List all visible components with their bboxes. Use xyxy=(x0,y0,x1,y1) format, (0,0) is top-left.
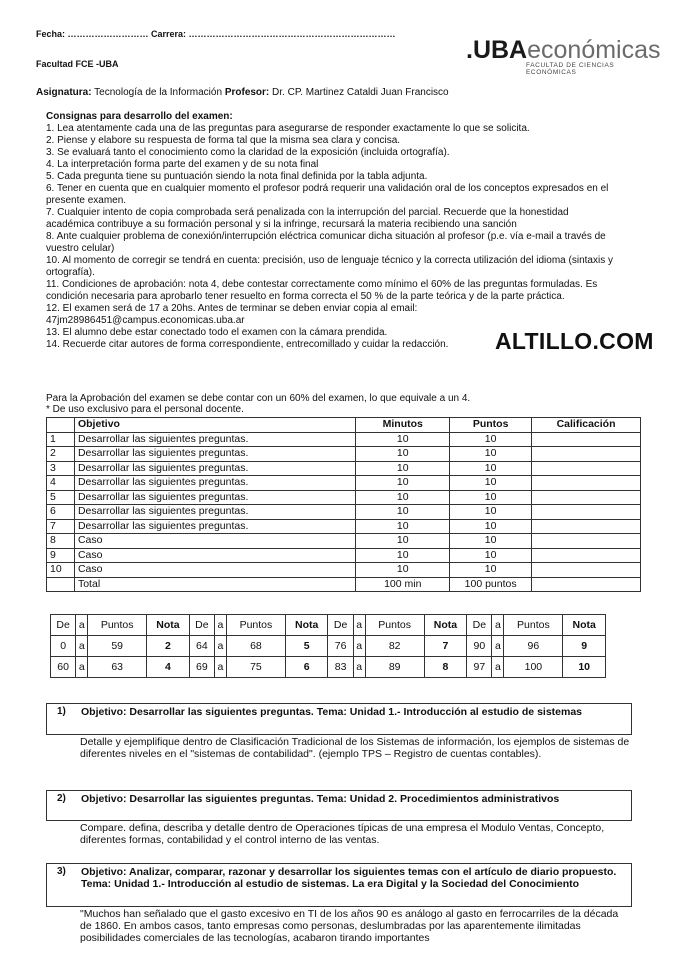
consigna-item: 13. El alumno debe estar conectado todo el examen con la cámara prendida. xyxy=(46,327,388,338)
table-row xyxy=(47,432,641,447)
facultad-label: Facultad FCE -UBA xyxy=(36,59,119,69)
consigna-item: 5. Cada pregunta tiene su puntuación siendo la nota final definida por la tabla adjunta. xyxy=(46,171,428,182)
grading-header: Puntos xyxy=(504,615,563,636)
grading-cell: 97 xyxy=(467,657,492,678)
consigna-item: 7. Cualquier intento de copia comprobada será penalizada con la interrupción del parcial. Recuerde que la honestidad académica contribuye a su formación personal y si la infringe, recursará la materia recibiendo una sanción xyxy=(46,207,569,230)
grading-cell: 64 xyxy=(189,636,214,657)
table-cell: 10 xyxy=(356,476,450,491)
table-cell: 10 xyxy=(450,447,532,462)
profesor-value: Dr. CP. Martinez Cataldi Juan Francisco xyxy=(272,87,449,98)
table-header: Minutos xyxy=(356,418,450,433)
table-cell xyxy=(532,577,641,592)
grading-header: De xyxy=(328,615,353,636)
table-cell xyxy=(532,490,641,505)
table-cell: 10 xyxy=(356,519,450,534)
grading-row xyxy=(51,657,606,678)
table-cell: 10 xyxy=(450,476,532,491)
question-1-body: Detalle y ejemplifique dentro de Clasificación Tradicional de los Sistemas de información, los ejemplos de sistemas de diferentes niveles en el "sistemas de contabilidad". (ejemplo TPS – Registro de cuentas contables). xyxy=(80,736,630,760)
table-cell xyxy=(532,548,641,563)
grading-cell: a xyxy=(353,636,365,657)
grading-cell: 82 xyxy=(365,636,424,657)
table-cell xyxy=(532,476,641,491)
table-cell: 10 xyxy=(356,447,450,462)
table-cell: 4 xyxy=(47,476,75,491)
grading-header: Nota xyxy=(285,615,328,636)
grading-cell: 59 xyxy=(88,636,147,657)
question-number: 1) xyxy=(57,706,66,717)
table-cell: 6 xyxy=(47,505,75,520)
table-cell: Desarrollar las siguientes preguntas. xyxy=(74,476,355,491)
grading-row xyxy=(51,636,606,657)
table-cell: 10 xyxy=(356,505,450,520)
grading-cell: 9 xyxy=(563,636,606,657)
grading-table xyxy=(50,614,606,678)
table-cell xyxy=(532,432,641,447)
table-row xyxy=(47,476,641,491)
table-cell: 8 xyxy=(47,534,75,549)
grading-header: De xyxy=(51,615,76,636)
consigna-item: 1. Lea atentamente cada una de las preguntas para asegurarse de responder exactamente lo que se solicita. xyxy=(46,123,530,134)
consigna-item: 14. Recuerde citar autores de forma correspondiente, entrecomillado y cuidar la redacción. xyxy=(46,339,449,350)
question-title: Objetivo: Desarrollar las siguientes preguntas. Tema: Unidad 2. Procedimientos administrativos xyxy=(81,793,560,805)
grading-header: Nota xyxy=(147,615,190,636)
grading-cell: 0 xyxy=(51,636,76,657)
grading-cell: 83 xyxy=(328,657,353,678)
asignatura-value: Tecnología de la Información xyxy=(94,87,223,98)
table-cell: Caso xyxy=(74,548,355,563)
table-cell: Caso xyxy=(74,534,355,549)
question-3-body: "Muchos han señalado que el gasto excesivo en TI de los años 90 es análogo al gasto en ferrocarriles de la década de 1860. En ambos casos, tanto empresas como personas, deslumbradas por las aparentemente ilimitadas posibilidades comerciales de las tecnologías, acabaron tirando importantes xyxy=(80,908,619,944)
asignatura-line xyxy=(36,87,449,98)
grading-cell: 100 xyxy=(504,657,563,678)
table-cell: 10 xyxy=(450,432,532,447)
table-cell: 10 xyxy=(356,563,450,578)
grading-cell: a xyxy=(76,636,88,657)
grading-cell: 5 xyxy=(285,636,328,657)
table-row xyxy=(47,519,641,534)
table-cell xyxy=(532,563,641,578)
table-cell: 10 xyxy=(356,534,450,549)
grading-cell: 90 xyxy=(467,636,492,657)
grading-header: a xyxy=(214,615,226,636)
table-cell: 1 xyxy=(47,432,75,447)
table-cell: Desarrollar las siguientes preguntas. xyxy=(74,447,355,462)
table-row xyxy=(47,505,641,520)
table-row xyxy=(47,534,641,549)
grading-cell: 8 xyxy=(424,657,467,678)
consigna-item: 8. Ante cualquier problema de conexión/interrupción eléctrica comunicar dicha situación al profesor (p.e. vía e-mail a través de vuestro celular) xyxy=(46,231,606,254)
grading-header: Nota xyxy=(424,615,467,636)
table-cell: 10 xyxy=(450,519,532,534)
table-header: Objetivo xyxy=(74,418,355,433)
table-cell: 10 xyxy=(450,563,532,578)
grading-header: Puntos xyxy=(88,615,147,636)
exclusive-note: * De uso exclusivo para el personal docente. xyxy=(46,404,244,415)
table-cell: Desarrollar las siguientes preguntas. xyxy=(74,490,355,505)
asignatura-label: Asignatura: xyxy=(36,87,92,98)
altillo-watermark: ALTILLO.COM xyxy=(495,328,654,354)
logo-subtitle: FACULTAD DE CIENCIAS ECONÓMICAS xyxy=(526,62,615,76)
table-cell: 10 xyxy=(450,490,532,505)
table-cell: 10 xyxy=(450,461,532,476)
table-cell: 10 xyxy=(450,505,532,520)
table-cell: Desarrollar las siguientes preguntas. xyxy=(74,519,355,534)
question-2-header xyxy=(46,790,632,821)
grading-cell: a xyxy=(353,657,365,678)
consigna-item: 3. Se evaluará tanto el conocimiento como la claridad de la exposición (incluida ortografía). xyxy=(46,147,450,158)
consigna-item: 4. La interpretación forma parte del examen y de su nota final xyxy=(46,159,319,170)
table-cell: 10 xyxy=(356,490,450,505)
aprobacion-note: Para la Aprobación del examen se debe contar con un 60% del examen, lo que equivale a un 4. xyxy=(46,393,471,404)
question-2-body: Compare. defina, describa y detalle dentro de Operaciones típicas de una empresa el Modulo Ventas, Concepto, diferentes formas, contabilidad y el control interno de las ventas. xyxy=(80,822,605,846)
table-cell: 7 xyxy=(47,519,75,534)
uba-economicas-logo xyxy=(466,36,666,76)
grading-header: a xyxy=(353,615,365,636)
question-number: 2) xyxy=(57,793,66,804)
grading-cell: 89 xyxy=(365,657,424,678)
question-title: Objetivo: Desarrollar las siguientes preguntas. Tema: Unidad 1.- Introducción al estudio de sistemas xyxy=(81,706,583,718)
consigna-item: 11. Condiciones de aprobación: nota 4, debe contestar correctamente como mínimo el 60% de las preguntas formuladas. Es condición necesaria para aprobarlo tener resuelto en forma correcta el 50 % de la parte teórica y de la parte práctica. xyxy=(46,279,598,302)
table-cell: 100 puntos xyxy=(450,577,532,592)
grading-cell: a xyxy=(76,657,88,678)
grading-header: a xyxy=(76,615,88,636)
grading-cell: a xyxy=(492,636,504,657)
table-cell xyxy=(47,577,75,592)
grading-cell: a xyxy=(492,657,504,678)
table-header: Calificación xyxy=(532,418,641,433)
grading-header: De xyxy=(189,615,214,636)
table-cell: Caso xyxy=(74,563,355,578)
grading-cell: 2 xyxy=(147,636,190,657)
table-cell: Desarrollar las siguientes preguntas. xyxy=(74,432,355,447)
question-title: Objetivo: Analizar, comparar, razonar y desarrollar los siguientes temas con el artículo de diario propuesto. Tema: Unidad 1.- Introducción al estudio de sistemas. La era Digital y la Sociedad del Conocimiento xyxy=(81,866,617,890)
consignas-title: Consignas para desarrollo del examen: xyxy=(46,111,233,122)
table-cell: 3 xyxy=(47,461,75,476)
table-cell: 10 xyxy=(450,534,532,549)
grading-cell: 75 xyxy=(226,657,285,678)
consigna-item: 2. Piense y elabore su respuesta de forma tal que la misma sea clara y concisa. xyxy=(46,135,401,146)
table-cell xyxy=(532,505,641,520)
consigna-item: 6. Tener en cuenta que en cualquier momento el profesor podrá requerir una validación oral de los conceptos expresados en el presente examen. xyxy=(46,183,609,206)
grading-cell: 6 xyxy=(285,657,328,678)
question-number: 3) xyxy=(57,866,66,877)
grading-cell: 96 xyxy=(504,636,563,657)
table-row xyxy=(47,447,641,462)
grading-header: Nota xyxy=(563,615,606,636)
logo-brand-suffix: económicas xyxy=(527,36,661,64)
question-1-header xyxy=(46,703,632,735)
grading-cell: 63 xyxy=(88,657,147,678)
grading-header: Puntos xyxy=(365,615,424,636)
grading-cell: 60 xyxy=(51,657,76,678)
table-cell: 2 xyxy=(47,447,75,462)
table-row xyxy=(47,563,641,578)
table-cell: 10 xyxy=(356,548,450,563)
table-row xyxy=(47,461,641,476)
grading-header: De xyxy=(467,615,492,636)
table-header xyxy=(47,418,75,433)
table-cell: 10 xyxy=(47,563,75,578)
objectives-table xyxy=(46,417,641,592)
grading-cell: 7 xyxy=(424,636,467,657)
table-cell: Desarrollar las siguientes preguntas. xyxy=(74,505,355,520)
grading-cell: 10 xyxy=(563,657,606,678)
table-row xyxy=(47,490,641,505)
grading-header: a xyxy=(492,615,504,636)
profesor-label: Profesor: xyxy=(224,87,270,98)
grading-cell: a xyxy=(214,657,226,678)
grading-header: Puntos xyxy=(226,615,285,636)
table-cell: 9 xyxy=(47,548,75,563)
table-header: Puntos xyxy=(450,418,532,433)
grading-cell: 68 xyxy=(226,636,285,657)
table-cell: Desarrollar las siguientes preguntas. xyxy=(74,461,355,476)
table-cell xyxy=(532,519,641,534)
consigna-item: 12. El examen será de 17 a 20hs. Antes de terminar se deben enviar copia al email: 47jm28986451@campus.economicas.uba.ar xyxy=(46,303,418,326)
table-header-row xyxy=(47,418,641,433)
fecha-carrera-line: Fecha: ……………………… Carrera: …………………………………………………………… xyxy=(36,29,396,39)
consigna-item: 10. Al momento de corregir se tendrá en cuenta: precisión, uso de lenguaje técnico y la correcta utilización del idioma (sintaxis y ortografía). xyxy=(46,255,613,278)
consignas-list xyxy=(46,123,616,351)
table-cell: 10 xyxy=(450,548,532,563)
table-cell: 10 xyxy=(356,432,450,447)
grading-header-row xyxy=(51,615,606,636)
table-cell: Total xyxy=(74,577,355,592)
table-cell xyxy=(532,461,641,476)
question-3-header xyxy=(46,863,632,907)
grading-cell: 4 xyxy=(147,657,190,678)
grading-cell: 69 xyxy=(189,657,214,678)
table-cell xyxy=(532,447,641,462)
grading-cell: 76 xyxy=(328,636,353,657)
table-row xyxy=(47,548,641,563)
grading-cell: a xyxy=(214,636,226,657)
table-cell xyxy=(532,534,641,549)
table-cell: 10 xyxy=(356,461,450,476)
table-cell: 100 min xyxy=(356,577,450,592)
table-total-row xyxy=(47,577,641,592)
table-cell: 5 xyxy=(47,490,75,505)
logo-brand: .UBA xyxy=(466,36,528,64)
